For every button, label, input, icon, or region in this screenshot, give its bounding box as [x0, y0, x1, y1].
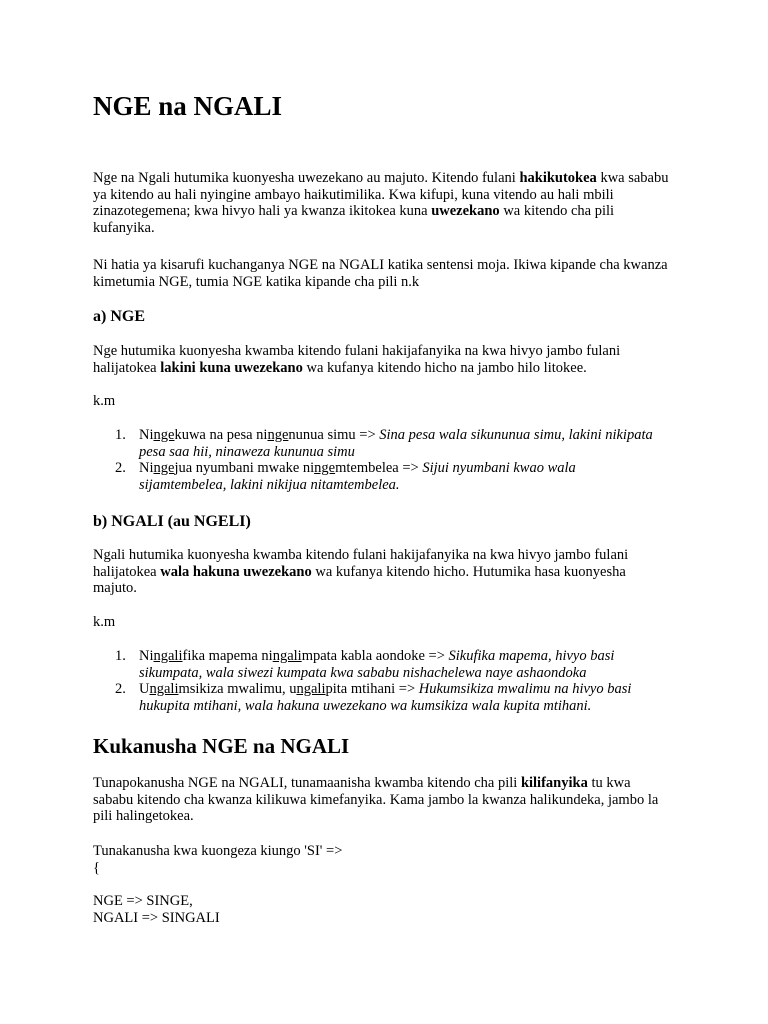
ngali-km-label: k.m: [93, 614, 116, 630]
ngali-heading: b) NGALI (au NGELI): [93, 513, 251, 530]
bold-term-hakikutokea: hakikutokea: [519, 170, 597, 186]
example-text: jua nyumbani mwake ni: [174, 460, 315, 476]
list-number: 1.: [115, 648, 126, 664]
example-text: pita mtihani =>: [325, 681, 419, 697]
example-meaning: Sina pesa wala sikununua simu, lakini nikipata pesa saa hii, ninaweza kununua simu: [139, 427, 653, 460]
example-text: mtembelea =>: [335, 460, 423, 476]
negation-heading: Kukanusha NGE na NGALI: [93, 734, 350, 758]
nge-paragraph: [93, 343, 673, 376]
underlined-marker: ngali: [272, 648, 302, 664]
ngali-text: wa kufanya kitendo hicho. Hutumika hasa kuonyesha majuto.: [93, 563, 626, 596]
ngali-example-list: [93, 648, 653, 714]
intro-text: wa kitendo cha pili kufanyika.: [93, 203, 615, 236]
singe-rule: NGE => SINGE,: [93, 893, 193, 909]
bold-term-lakini-kuna-uwezekano: lakini kuna uwezekano: [160, 359, 303, 376]
list-number: 1.: [115, 427, 126, 443]
nge-km-label: k.m: [93, 393, 116, 409]
intro-paragraph-2: Ni hatia ya kisarufi kuchanganya NGE na NGALI katika sentensi moja. Ikiwa kipande cha kwanza kimetumia NGE, tumia NGE katika kipande cha pili n.k: [93, 257, 668, 290]
example-text: Ni: [139, 427, 154, 443]
negation-text: tu kwa sababu kitendo cha kwanza kilikuwa kimefanyika. Kama jambo la kwanza halikundeka, jambo la pili halingetokea.: [93, 775, 659, 824]
underlined-marker: nge: [267, 427, 289, 443]
list-item: [93, 460, 653, 493]
underlined-marker: ngali: [149, 681, 179, 697]
example-text: mpata kabla aondoke =>: [301, 648, 449, 664]
example-text: Ni: [139, 460, 154, 476]
underlined-marker: nge: [153, 460, 175, 476]
underlined-marker: ngali: [153, 648, 183, 664]
underlined-marker: nge: [153, 427, 175, 443]
example-text: nunua simu =>: [288, 427, 380, 443]
ngali-text: Ngali hutumika kuonyesha kwamba kitendo fulani hakijafanyika na kwa hivyo jambo fulani halijatokea: [93, 547, 629, 580]
underlined-marker: nge: [314, 460, 336, 476]
example-meaning: Sikufika mapema, hivyo basi sikumpata, wala siwezi kumpata kwa sababu nishachelewa naye ashaondoka: [139, 648, 615, 681]
nge-example-list: [93, 427, 653, 493]
list-item: [93, 681, 653, 714]
open-brace: {: [93, 860, 100, 876]
example-text: msikiza mwalimu, u: [178, 681, 297, 697]
example-text: kuwa na pesa ni: [174, 427, 268, 443]
nge-text: Nge hutumika kuonyesha kwamba kitendo fulani hakijafanyika na kwa hivyo jambo fulani halijatokea: [93, 343, 621, 376]
negation-rule-line: Tunakanusha kwa kuongeza kiungo 'SI' =>: [93, 843, 343, 859]
example-meaning: Sijui nyumbani kwao wala sijamtembelea, lakini nikijua nitamtembelea.: [139, 460, 576, 493]
bold-term-kilifanyika: kilifanyika: [520, 775, 588, 791]
intro-paragraph-1: [93, 170, 673, 236]
negation-paragraph: [93, 775, 673, 825]
example-meaning: Hukumsikiza mwalimu na hivyo basi hukupita mtihani, wala hakuna uwezekano wa kumsikiza wala kupita mtihani.: [139, 681, 632, 714]
singali-rule: NGALI => SINGALI: [93, 910, 220, 926]
list-item: [93, 427, 653, 460]
bold-term-wala-hakuna-uwezekano: wala hakuna uwezekano: [160, 563, 312, 580]
underlined-marker: ngali: [296, 681, 326, 697]
nge-text: wa kufanya kitendo hicho na jambo hilo litokee.: [302, 359, 587, 376]
bold-term-uwezekano: uwezekano: [431, 203, 500, 219]
list-number: 2.: [115, 681, 126, 697]
example-text: U: [139, 681, 150, 697]
example-text: Ni: [139, 648, 154, 664]
negation-text: Tunapokanusha NGE na NGALI, tunamaanisha kwamba kitendo cha pili: [93, 775, 521, 791]
list-item: [93, 648, 653, 681]
ngali-paragraph: [93, 547, 673, 597]
nge-heading: a) NGE: [93, 308, 145, 325]
intro-text: Nge na Ngali hutumika kuonyesha uwezekano au majuto. Kitendo fulani: [93, 170, 520, 186]
page-title: NGE na NGALI: [93, 91, 283, 121]
intro-text: kwa sababu ya kitendo au hali nyingine ambayo haikutimilika. Kwa kifupi, kuna vitendo au hali mbili zinazotegemena; kwa hivyo hali ya kwanza ikitokea kuna: [93, 170, 669, 219]
list-number: 2.: [115, 460, 126, 476]
example-text: fika mapema ni: [182, 648, 273, 664]
